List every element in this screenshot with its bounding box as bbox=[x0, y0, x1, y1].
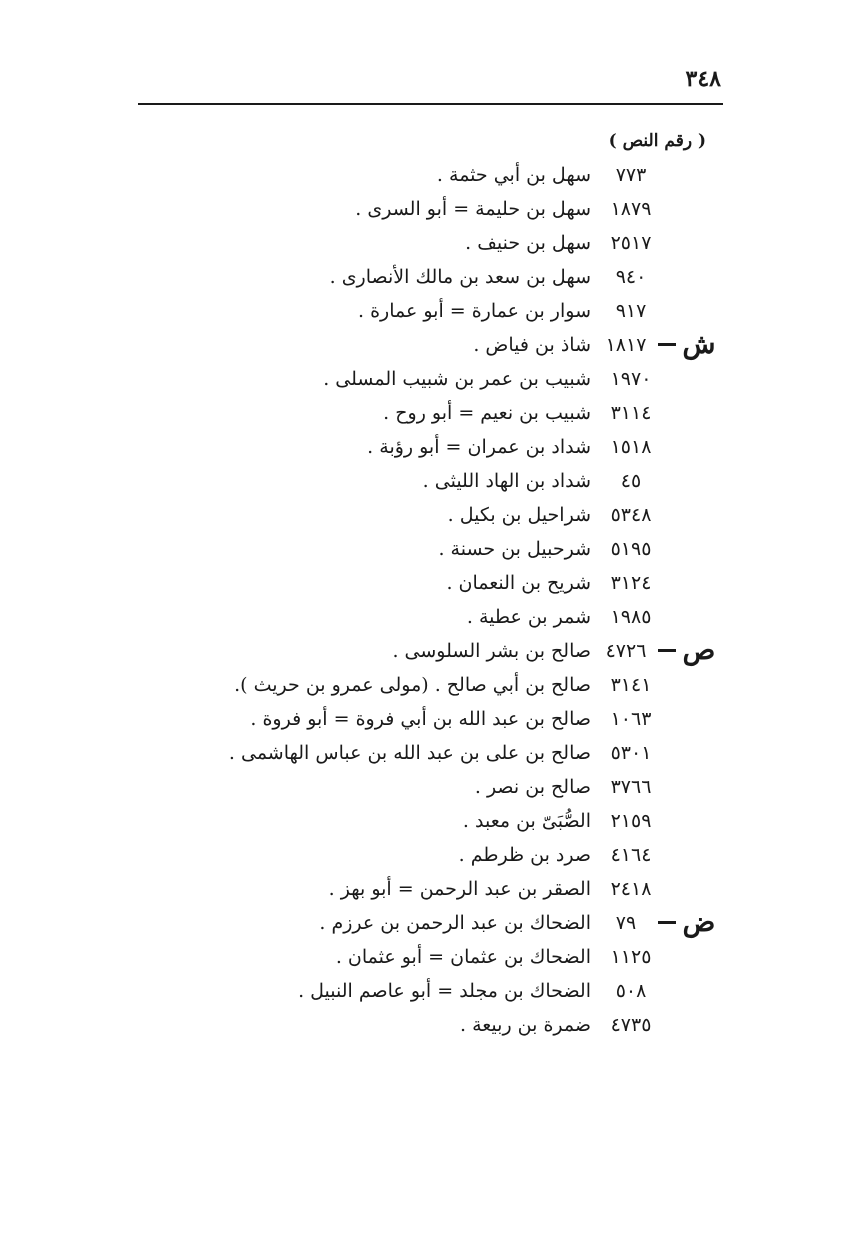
text-number: ٧٩ bbox=[615, 912, 637, 934]
narrator-name: شرحبيل بن حسنة . bbox=[438, 538, 591, 560]
narrator-name: شبيب بن نعيم = أبو روح . bbox=[383, 402, 591, 424]
narrator-name: شمر بن عطية . bbox=[466, 606, 591, 628]
text-number: ٢٥١٧ bbox=[610, 232, 652, 254]
column-header: ( رقم النص ) bbox=[608, 131, 706, 151]
text-number: ١٠٦٣ bbox=[610, 708, 652, 730]
text-number: ٤٥ bbox=[620, 470, 642, 492]
text-number: ٣١٢٤ bbox=[610, 572, 652, 594]
narrator-name: صالح بن عبد الله بن أبي فروة = أبو فروة . bbox=[250, 708, 591, 730]
page-number: ٣٤٨ bbox=[685, 66, 721, 92]
index-entry-row bbox=[0, 600, 861, 634]
narrator-name: صالح بن على بن عبد الله بن عباس الهاشمى . bbox=[228, 742, 591, 764]
index-entry-row bbox=[0, 940, 861, 974]
section-letter: ض bbox=[682, 907, 716, 938]
index-entry-row bbox=[0, 464, 861, 498]
section-dash bbox=[658, 343, 676, 346]
text-number: ٩٤٠ bbox=[615, 266, 647, 288]
index-entry-row bbox=[0, 226, 861, 260]
narrator-name: سهل بن حليمة = أبو السرى . bbox=[355, 198, 591, 220]
narrator-name: الضحاك بن مجلد = أبو عاصم النبيل . bbox=[298, 980, 591, 1002]
index-entry-row bbox=[0, 838, 861, 872]
text-number: ٤٧٣٥ bbox=[610, 1014, 652, 1036]
narrator-name: شداد بن عمران = أبو رؤبة . bbox=[367, 436, 591, 458]
index-entry-row bbox=[0, 906, 861, 940]
index-entry-row bbox=[0, 804, 861, 838]
narrator-name: سوار بن عمارة = أبو عمارة . bbox=[357, 300, 591, 322]
index-entry-row bbox=[0, 872, 861, 906]
index-entry-row bbox=[0, 702, 861, 736]
narrator-name: شاذ بن فياض . bbox=[473, 334, 591, 356]
index-entry-row bbox=[0, 566, 861, 600]
narrator-name: شبيب بن عمر بن شبيب المسلى . bbox=[323, 368, 591, 390]
narrator-name: سهل بن حنيف . bbox=[465, 232, 591, 254]
text-number: ٤٧٢٦ bbox=[605, 640, 647, 662]
text-number: ١٩٨٥ bbox=[610, 606, 652, 628]
index-entry-row bbox=[0, 396, 861, 430]
index-entry-row bbox=[0, 498, 861, 532]
text-number: ٣١٤١ bbox=[610, 674, 652, 696]
narrator-name: الضحاك بن عثمان = أبو عثمان . bbox=[335, 946, 591, 968]
index-entry-row bbox=[0, 294, 861, 328]
index-entry-row bbox=[0, 770, 861, 804]
text-number: ٤١٦٤ bbox=[610, 844, 652, 866]
text-number: ٣٧٦٦ bbox=[610, 776, 652, 798]
index-entry-row bbox=[0, 532, 861, 566]
narrator-name: الضحاك بن عبد الرحمن بن عرزم . bbox=[319, 912, 591, 934]
text-number: ١٨١٧ bbox=[605, 334, 647, 356]
text-number: ٥٣٤٨ bbox=[610, 504, 652, 526]
text-number: ١٨٧٩ bbox=[610, 198, 652, 220]
text-number: ١٩٧٠ bbox=[610, 368, 652, 390]
index-entry-row bbox=[0, 430, 861, 464]
narrator-name: صرد بن ظرطم . bbox=[458, 844, 591, 866]
index-entry-row bbox=[0, 634, 861, 668]
text-number: ٩١٧ bbox=[615, 300, 647, 322]
index-entry-row bbox=[0, 1008, 861, 1042]
index-entry-row bbox=[0, 362, 861, 396]
text-number: ١١٢٥ bbox=[610, 946, 652, 968]
narrator-name: الصُّبَىّ بن معبد . bbox=[462, 810, 591, 832]
header-rule bbox=[138, 103, 723, 105]
narrator-name: صالح بن نصر . bbox=[474, 776, 591, 798]
index-entries bbox=[0, 158, 861, 1042]
narrator-name: سهل بن سعد بن مالك الأنصارى . bbox=[329, 266, 591, 288]
narrator-name: صالح بن بشر السلوسى . bbox=[392, 640, 591, 662]
narrator-name: شراحيل بن بكيل . bbox=[447, 504, 591, 526]
section-dash bbox=[658, 921, 676, 924]
narrator-name: ضمرة بن ربيعة . bbox=[459, 1014, 591, 1036]
text-number: ٢٤١٨ bbox=[610, 878, 652, 900]
index-entry-row bbox=[0, 260, 861, 294]
text-number: ٥١٩٥ bbox=[610, 538, 652, 560]
text-number: ٥٣٠١ bbox=[610, 742, 652, 764]
section-dash bbox=[658, 649, 676, 652]
text-number: ٢١٥٩ bbox=[610, 810, 652, 832]
narrator-name: صالح بن أبي صالح . (مولى عمرو بن حريث ). bbox=[234, 674, 591, 696]
narrator-name: سهل بن أبي حثمة . bbox=[436, 164, 591, 186]
section-letter: ش bbox=[682, 329, 716, 360]
index-entry-row bbox=[0, 668, 861, 702]
text-number: ٣١١٤ bbox=[610, 402, 652, 424]
index-entry-row bbox=[0, 974, 861, 1008]
text-number: ١٥١٨ bbox=[610, 436, 652, 458]
narrator-name: الصقر بن عبد الرحمن = أبو بهز . bbox=[328, 878, 591, 900]
text-number: ٧٧٣ bbox=[615, 164, 647, 186]
index-entry-row bbox=[0, 328, 861, 362]
index-entry-row bbox=[0, 192, 861, 226]
index-entry-row bbox=[0, 736, 861, 770]
narrator-name: شريح بن النعمان . bbox=[446, 572, 591, 594]
text-number: ٥٠٨ bbox=[615, 980, 647, 1002]
section-letter: ص bbox=[682, 635, 716, 666]
index-entry-row bbox=[0, 158, 861, 192]
narrator-name: شداد بن الهاد الليثى . bbox=[422, 470, 591, 492]
